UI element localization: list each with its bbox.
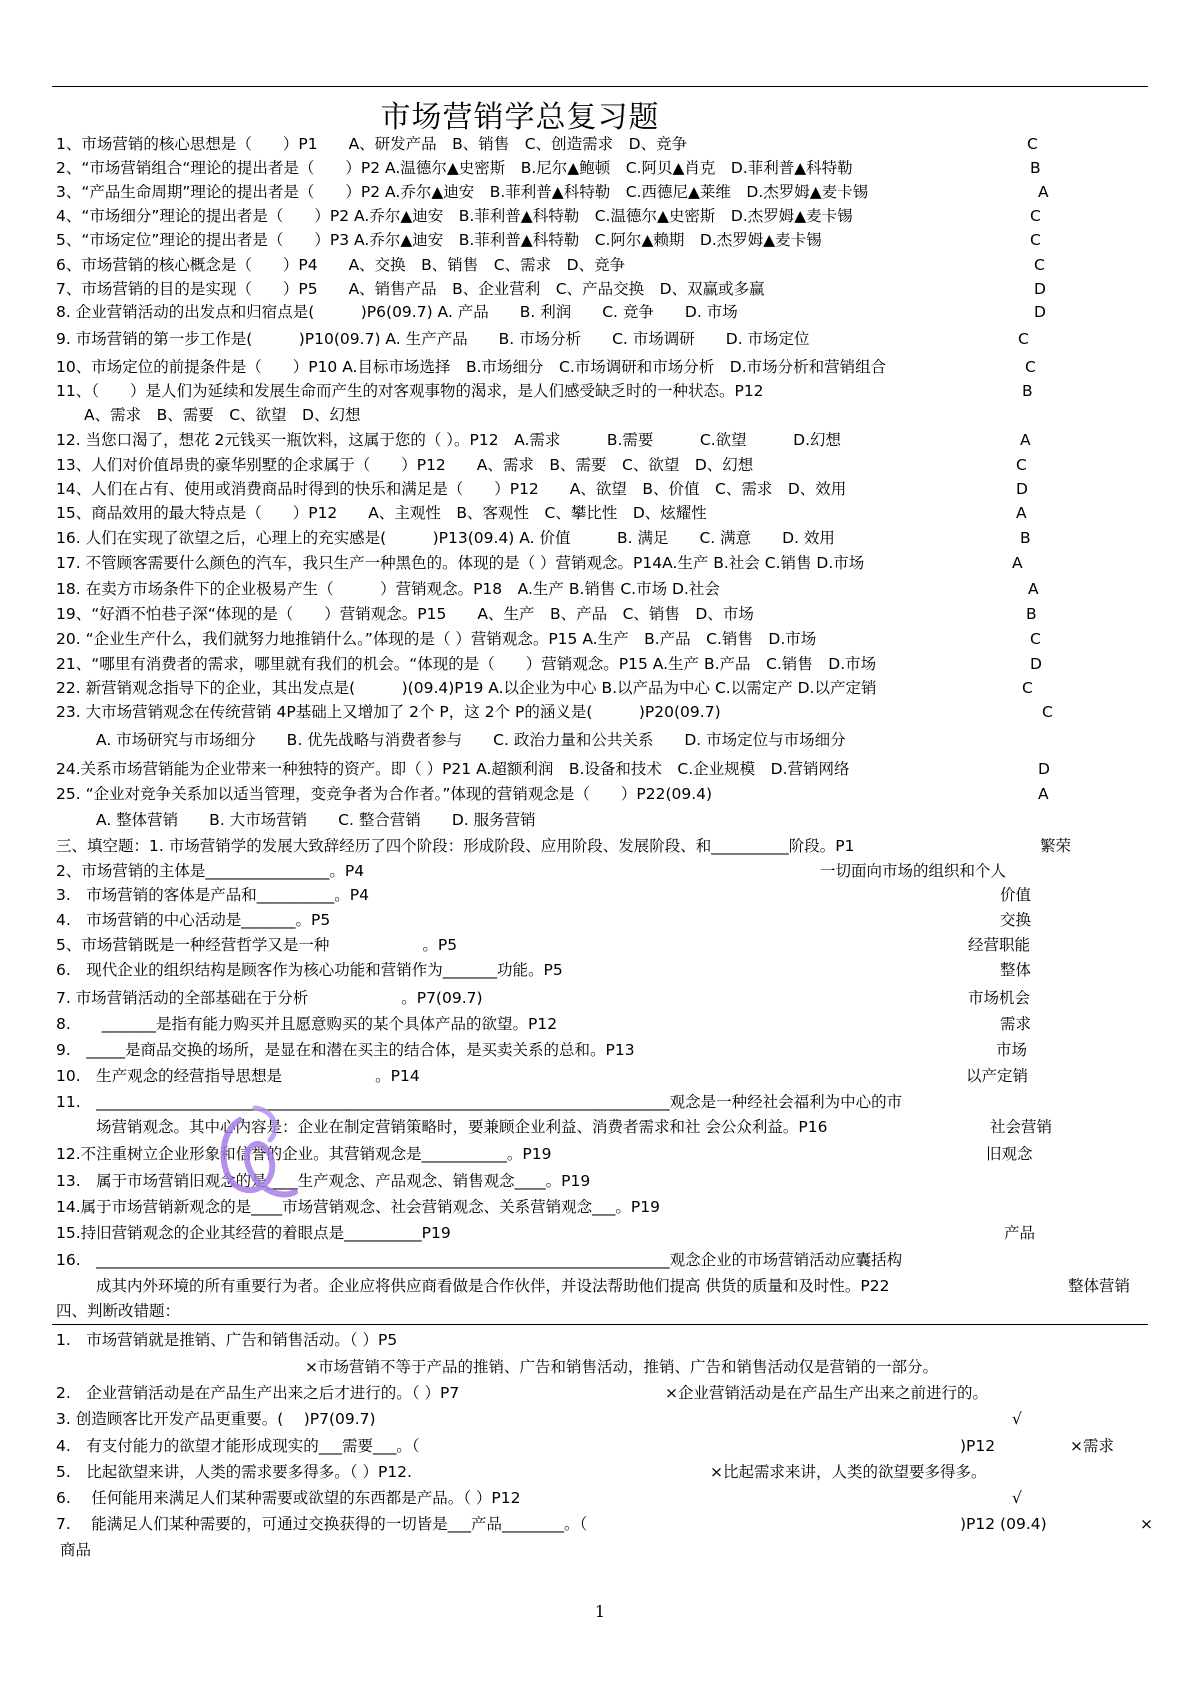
answer: B	[1022, 382, 1033, 400]
question-line: 9. 市场营销的第一步工作是( )P10(09.7) A. 生产产品 B. 市场分析 C. 市场调研 D. 市场定位	[56, 330, 810, 348]
question-line: 7、市场营销的目的是实现（ ）P5 A、销售产品 B、企业营利 C、产品交换 D、双赢或多赢	[56, 280, 765, 298]
answer: 繁荣	[1040, 837, 1072, 855]
answer: 经营职能	[968, 936, 1031, 954]
question-line: 13. 属于市场营销旧观念的是____生产观念、产品观念、销售观念____。P19	[56, 1172, 591, 1190]
question-line: 11、（ ）是人们为延续和发展生命而产生的对客观事物的渴求，是人们感受缺乏时的一种状态。P12	[56, 382, 764, 400]
answer: D	[1030, 655, 1042, 673]
page-title: 市场营销学总复习题	[380, 100, 660, 135]
question-line: 4、“市场细分”理论的提出者是（ ）P2 A.乔尔▲迪安 B.菲利普▲科特勒 C.温德尔▲史密斯 D.杰罗姆▲麦卡锡	[56, 207, 853, 225]
question-line: 商品	[60, 1541, 92, 1559]
question-line: 22. 新营销观念指导下的企业，其出发点是( )(09.4)P19 A.以企业为中心 B.以产品为中心 C.以需定产 D.以产定销	[56, 679, 877, 697]
page-number: 1	[594, 1602, 606, 1621]
answer: 价值	[1000, 886, 1032, 904]
answer: 一切面向市场的组织和个人	[820, 862, 1007, 880]
answer: C	[1042, 703, 1053, 721]
answer: 以产定销	[966, 1067, 1029, 1085]
question-line: 23. 大市场营销观念在传统营销 4P基础上又增加了 2个 P，这 2个 P的涵义是( )P20(09.7)	[56, 703, 721, 721]
answer: 产品	[1004, 1224, 1036, 1242]
top-rule	[52, 86, 1148, 87]
question-line: 8. 企业营销活动的出发点和归宿点是( )P6(09.7) A. 产品 B. 利润 C. 竞争 D. 市场	[56, 303, 738, 321]
question-line: 5、市场营销既是一种经营哲学又是一种 。P5	[56, 936, 458, 954]
question-line: 14、人们在占有、使用或消费商品时得到的快乐和满足是（ ）P12 A、欲望 B、价值 C、需求 D、效用	[56, 480, 847, 498]
answer: D	[1034, 280, 1046, 298]
answer: 社会营销	[990, 1118, 1053, 1136]
question-line: 成其内外环境的所有重要行为者。企业应将供应商看做是合作伙伴，并设法帮助他们提高 供货的质量和及时性。P22	[96, 1277, 890, 1295]
question-line: 3、“产品生命周期”理论的提出者是（ ）P2 A.乔尔▲迪安 B.菲利普▲科特勒 C.西德尼▲莱维 D.杰罗姆▲麦卡锡	[56, 183, 869, 201]
question-line: 4. 有支付能力的欲望才能形成现实的___需要___。（	[56, 1437, 420, 1455]
answer: C	[1016, 456, 1027, 474]
question-line: A、需求 B、需要 C、欲望 D、幻想	[84, 406, 361, 424]
question-line: 17. 不管顾客需要什么颜色的汽车，我只生产一种黑色的。体现的是（ ）营销观念。P14A.生产 B.社会 C.销售 D.市场	[56, 554, 865, 572]
question-line: 20. “企业生产什么，我们就努力地推销什么。”体现的是（ ）营销观念。P15 A.生产 B.产品 C.销售 D.市场	[56, 630, 817, 648]
question-line: 21、“哪里有消费者的需求，哪里就有我们的机会。“体现的是（ ）营销观念。P15 A.生产 B.产品 C.销售 D.市场	[56, 655, 877, 673]
correction-line: ×市场营销不等于产品的推销、广告和销售活动，推销、广告和销售活动仅是营销的一部分。	[305, 1358, 938, 1376]
correction-line: ×比起需求来讲，人类的欲望要多得多。	[710, 1463, 987, 1481]
question-line: 6. 任何能用来满足人们某种需要或欲望的东西都是产品。（ ）P12	[56, 1489, 521, 1507]
question-line: A. 整体营销 B. 大市场营销 C. 整合营销 D. 服务营销	[96, 811, 536, 829]
answer: ×需求	[1070, 1437, 1114, 1455]
answer: 整体	[1000, 961, 1032, 979]
answer: B	[1026, 605, 1037, 623]
answer: A	[1016, 504, 1027, 522]
question-line: )P12 (09.4)	[960, 1515, 1047, 1533]
answer: √	[1012, 1410, 1022, 1428]
answer: 整体营销	[1068, 1277, 1131, 1295]
question-line: 7. 能满足人们某种需要的，可通过交换获得的一切皆是___产品________。（	[56, 1515, 588, 1533]
answer: C	[1030, 207, 1041, 225]
answer: 需求	[1000, 1015, 1032, 1033]
question-line: 2、市场营销的主体是________________。P4	[56, 862, 365, 880]
handwritten-scribble	[200, 1100, 310, 1220]
answer: C	[1022, 679, 1033, 697]
answer: C	[1018, 330, 1029, 348]
question-line: 5. 比起欲望来讲，人类的需求要多得多。（ ）P12.	[56, 1463, 412, 1481]
question-line: 15.持旧营销观念的企业其经营的着眼点是__________P19	[56, 1224, 451, 1242]
section-rule	[52, 1324, 1148, 1325]
question-line: 5、“市场定位”理论的提出者是（ ）P3 A.乔尔▲迪安 B.菲利普▲科特勒 C.阿尔▲赖期 D.杰罗姆▲麦卡锡	[56, 231, 822, 249]
question-line: 1. 市场营销就是推销、广告和销售活动。（ ）P5	[56, 1331, 398, 1349]
question-line: 18. 在卖方市场条件下的企业极易产生（ ）营销观念。P18 A.生产 B.销售 C.市场 D.社会	[56, 580, 720, 598]
answer: A	[1028, 580, 1039, 598]
question-line: 12.不注重树立企业形象和信誉的企业。其营销观念是___________。P19	[56, 1145, 552, 1163]
question-line: 11. __________________________________________________________________________观念是一种经社会福利为中心的市	[56, 1093, 903, 1111]
question-line: 4. 市场营销的中心活动是_______。P5	[56, 911, 331, 929]
question-line: 15、商品效用的最大特点是（ ）P12 A、主观性 B、客观性 C、攀比性 D、炫耀性	[56, 504, 707, 522]
question-line: 9. _____是商品交换的场所，是显在和潜在买主的结合体，是买卖关系的总和。P13	[56, 1041, 635, 1059]
answer: C	[1034, 256, 1045, 274]
question-line: 场营销观念。其中心内容是：企业在制定营销策略时，要兼顾企业利益、消费者需求和社 会公众利益。P16	[96, 1118, 828, 1136]
question-line: A. 市场研究与市场细分 B. 优先战略与消费者参与 C. 政治力量和公共关系 D. 市场定位与市场细分	[96, 731, 846, 749]
question-line: 25. “企业对竞争关系加以适当管理，变竞争者为合作者。”体现的营销观念是（ ）P22(09.4)	[56, 785, 713, 803]
answer: B	[1020, 529, 1031, 547]
answer: 市场机会	[968, 989, 1031, 1007]
section-heading: 四、判断改错题：	[56, 1302, 181, 1320]
question-line: )P12	[960, 1437, 996, 1455]
answer: C	[1030, 231, 1041, 249]
question-line: 12. 当您口渴了，想花 2元钱买一瓶饮料，这属于您的（ ）。P12 A.需求 B.需要 C.欲望 D.幻想	[56, 431, 842, 449]
question-line: 7. 市场营销活动的全部基础在于分析 。P7(09.7)	[56, 989, 483, 1007]
answer: 旧观念	[986, 1145, 1033, 1163]
question-line: 10. 生产观念的经营指导思想是 。P14	[56, 1067, 420, 1085]
answer: D	[1016, 480, 1028, 498]
question-line: 13、人们对价值昂贵的豪华别墅的企求属于（ ）P12 A、需求 B、需要 C、欲望 D、幻想	[56, 456, 754, 474]
question-line: 19、“好酒不怕巷子深“体现的是（ ）营销观念。P15 A、生产 B、产品 C、销售 D、市场	[56, 605, 754, 623]
question-line: 1、市场营销的核心思想是（ ）P1 A、研发产品 B、销售 C、创造需求 D、竞争	[56, 135, 688, 153]
answer: √	[1012, 1489, 1022, 1507]
section-heading: 三、填空题：1. 市场营销学的发展大致辞经历了四个阶段：形成阶段、应用阶段、发展阶段、和__________阶段。P1	[56, 837, 855, 855]
question-line: 14.属于市场营销新观念的是____市场营销观念、社会营销观念、关系营销观念___。P19	[56, 1198, 660, 1216]
answer: C	[1030, 630, 1041, 648]
answer: A	[1038, 785, 1049, 803]
question-line: 3. 市场营销的客体是产品和__________。P4	[56, 886, 369, 904]
answer: 市场	[996, 1041, 1028, 1059]
question-line: 6、市场营销的核心概念是（ ）P4 A、交换 B、销售 C、需求 D、竞争	[56, 256, 626, 274]
question-line: 24.关系市场营销能为企业带来一种独特的资产。即（ ）P21 A.超额利润 B.设备和技术 C.企业规模 D.营销网络	[56, 760, 850, 778]
answer: A	[1020, 431, 1031, 449]
answer: B	[1030, 159, 1041, 177]
question-line: 8. _______是指有能力购买并且愿意购买的某个具体产品的欲望。P12	[56, 1015, 558, 1033]
question-line: 6. 现代企业的组织结构是顾客作为核心功能和营销作为_______功能。P5	[56, 961, 563, 979]
question-line: 10、市场定位的前提条件是（ ）P10 A.目标市场选择 B.市场细分 C.市场调研和市场分析 D.市场分析和营销组合	[56, 358, 887, 376]
question-line: 2. 企业营销活动是在产品生产出来之后才进行的。（ ）P7	[56, 1384, 460, 1402]
answer: C	[1025, 358, 1036, 376]
question-line: 3. 创造顾客比开发产品更重要。( )P7(09.7)	[56, 1410, 376, 1428]
answer: D	[1034, 303, 1046, 321]
answer: C	[1027, 135, 1038, 153]
question-line: 16. 人们在实现了欲望之后，心理上的充实感是( )P13(09.4) A. 价值 B. 满足 C. 满意 D. 效用	[56, 529, 835, 547]
answer: D	[1038, 760, 1050, 778]
question-line: 16. __________________________________________________________________________观念企业的市场营销活动应囊括构	[56, 1251, 903, 1269]
question-line: 2、“市场营销组合“理论的提出者是（ ）P2 A.温德尔▲史密斯 B.尼尔▲鲍顿 C.阿贝▲肖克 D.菲利普▲科特勒	[56, 159, 853, 177]
answer: ×	[1140, 1515, 1153, 1533]
answer: 交换	[1000, 911, 1032, 929]
answer: A	[1012, 554, 1023, 572]
correction-line: ×企业营销活动是在产品生产出来之前进行的。	[665, 1384, 988, 1402]
answer: A	[1038, 183, 1049, 201]
